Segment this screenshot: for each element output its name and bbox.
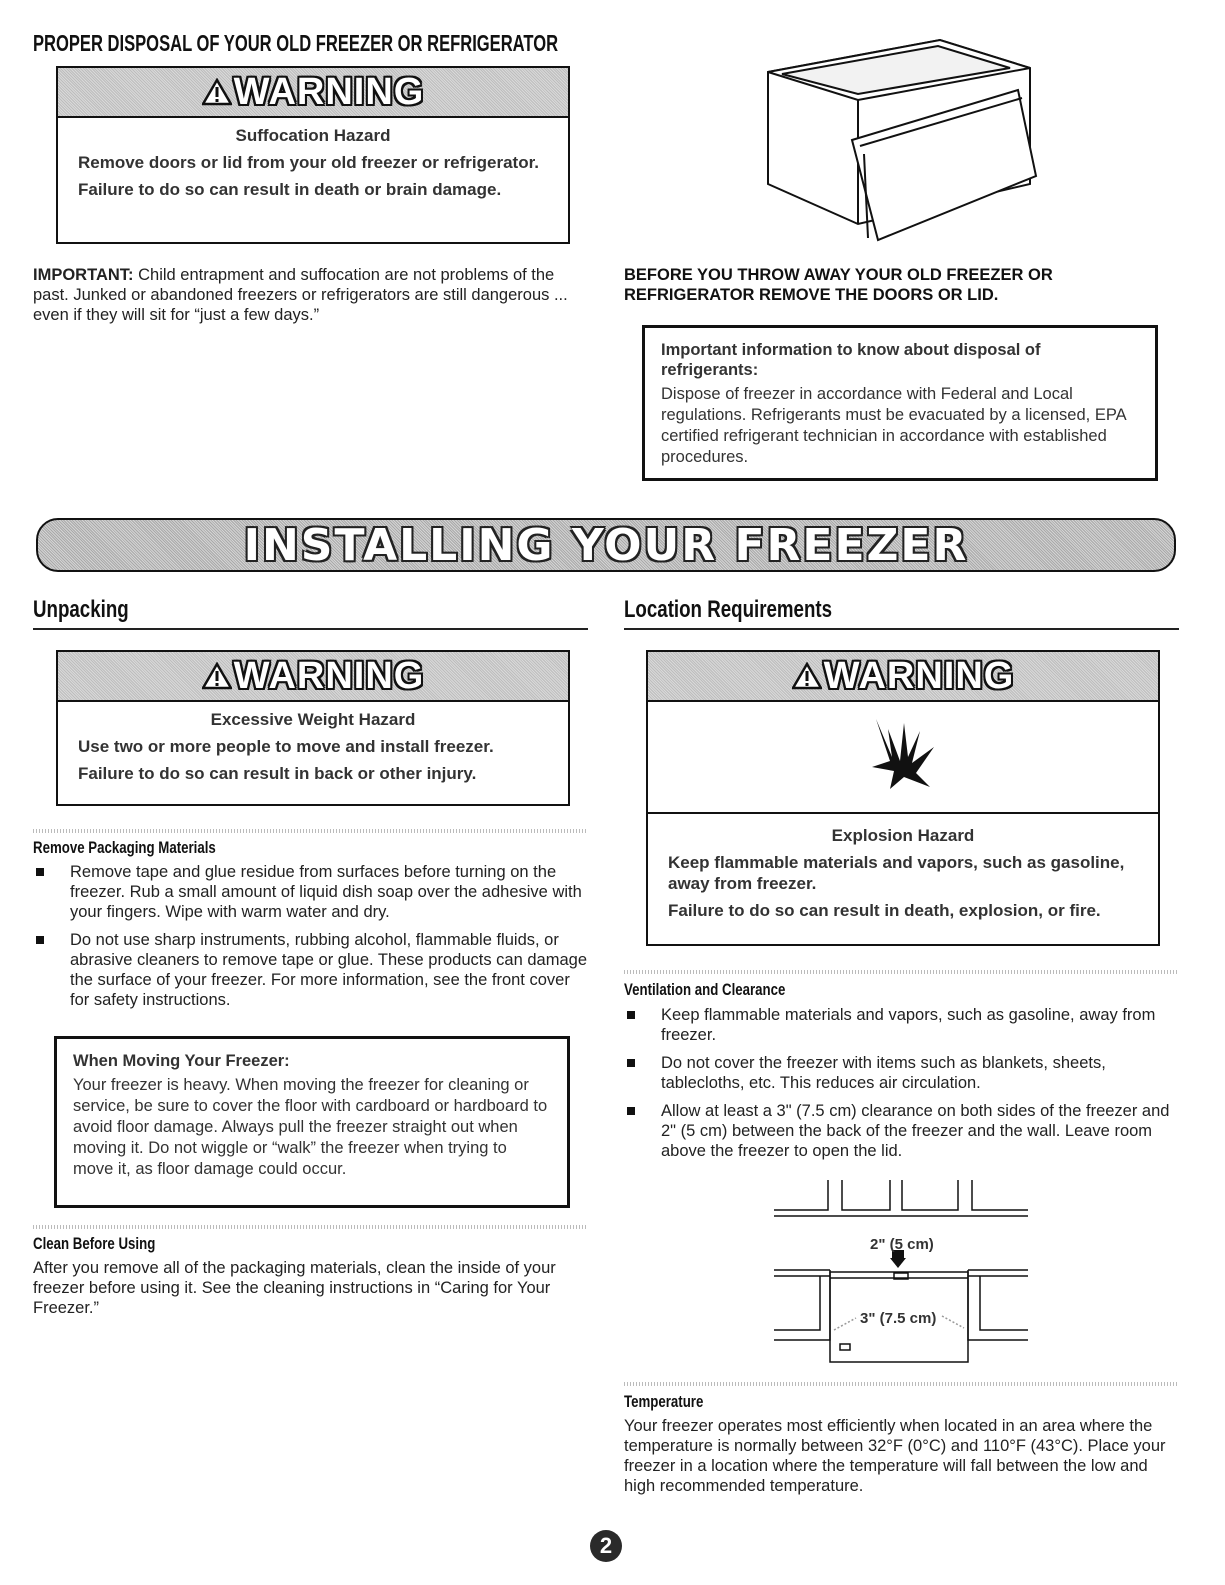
warning-header	[58, 652, 568, 702]
bullet-square	[36, 936, 44, 944]
moving-body: Your freezer is heavy. When moving the freezer for cleaning or service, be sure to cover the floor with cardboard or hardboard to avoid floor damage. Always pull the freezer straight out when moving it. Do not wiggle or “walk” the freezer when trying to move it, as floor damage could occur.	[73, 1076, 548, 1178]
temperature-title: Temperature	[624, 1392, 704, 1411]
disposal-title: PROPER DISPOSAL OF YOUR OLD FREEZER OR REFRIGERATOR	[33, 30, 559, 56]
important-paragraph	[33, 265, 588, 325]
side-clearance-label: 3" (7.5 cm)	[860, 1310, 937, 1327]
warning-line: Failure to do so can result in death, explosion, or fire.	[668, 901, 1101, 920]
page-number-badge: 2	[590, 1530, 622, 1562]
list-item	[624, 1101, 1179, 1161]
packaging-title: Remove Packaging Materials	[33, 838, 216, 857]
moving-heading: When Moving Your Freezer:	[73, 1052, 290, 1070]
section-rule	[33, 628, 588, 630]
warning-line: Remove doors or lid from your old freezer or refrigerator.	[78, 153, 539, 172]
bullet-square	[627, 1059, 635, 1067]
list-item-text: Keep flammable materials and vapors, such as gasoline, away from freezer.	[661, 1006, 1156, 1044]
section-rule	[624, 628, 1179, 630]
refrigerants-info-box	[642, 325, 1158, 481]
ventilation-title: Ventilation and Clearance	[624, 980, 786, 999]
list-item	[624, 1005, 1179, 1045]
hazard-title: Excessive Weight Hazard	[210, 710, 416, 729]
packaging-list	[33, 862, 588, 1018]
warning-word: WARNING	[233, 70, 425, 113]
location-title: Location Requirements	[624, 596, 833, 623]
ventilation-list	[624, 1005, 1179, 1169]
bullet-square	[627, 1011, 635, 1019]
warning-line: Use two or more people to move and install freezer.	[78, 737, 494, 756]
bullet-square	[627, 1107, 635, 1115]
clean-text: After you remove all of the packaging materials, clean the inside of your freezer before using it. See the cleaning instructions in “Caring for Your Freezer.”	[33, 1259, 556, 1317]
warning-line: Failure to do so can result in death or brain damage.	[78, 180, 502, 199]
suffocation-warning-box	[56, 66, 570, 244]
banner-title: INSTALLING YOUR FREEZER	[243, 519, 969, 571]
dotted-rule	[33, 1225, 588, 1229]
before-throw-away-notice: BEFORE YOU THROW AWAY YOUR OLD FREEZER OR REFRIGERATOR REMOVE THE DOORS OR LID.	[624, 266, 1053, 304]
warning-word: WARNING	[823, 654, 1015, 697]
warning-line: Keep flammable materials and vapors, such as gasoline, away from freezer.	[668, 853, 1125, 893]
hazard-title: Explosion Hazard	[831, 826, 975, 845]
list-item-text: Do not cover the freezer with items such as blankets, sheets, tablecloths, etc. This reduces air circulation.	[661, 1054, 1106, 1092]
list-item	[624, 1053, 1179, 1093]
freezer-lid-removed-illustration	[760, 34, 1040, 244]
list-item	[33, 930, 588, 1010]
list-item-text: Allow at least a 3" (7.5 cm) clearance on both sides of the freezer and 2" (5 cm) between the back of the freezer and the wall. Leave room above the freezer to open the lid.	[661, 1102, 1170, 1160]
dotted-rule	[33, 829, 588, 833]
bullet-square	[36, 868, 44, 876]
warning-line: Failure to do so can result in back or other injury.	[78, 764, 477, 783]
explosion-symbol-area	[648, 702, 1158, 814]
refrigerants-body: Dispose of freezer in accordance with Federal and Local regulations. Refrigerants must be evacuated by a licensed, EPA certified refrigerant technician in accordance with established procedures.	[661, 385, 1126, 466]
explosion-warning-box	[646, 650, 1160, 946]
installing-banner	[36, 518, 1176, 572]
important-text: Child entrapment and suffocation are not problems of the past. Junked or abandoned freezers or refrigerators are still dangerous ... even if they will sit for “just a few days.”	[33, 266, 568, 324]
unpacking-title: Unpacking	[33, 596, 129, 623]
warning-triangle-icon	[202, 662, 232, 690]
dotted-rule	[624, 1382, 1179, 1386]
warning-header	[58, 68, 568, 118]
weight-warning-box	[56, 650, 570, 806]
clearance-diagram	[772, 1178, 1032, 1368]
hazard-title: Suffocation Hazard	[235, 126, 391, 145]
temperature-text: Your freezer operates most efficiently when located in an area where the temperature is normally between 32°F (0°C) and 110°F (43°C). Place your freezer in a location where the temperature will fall between the low and high recommended temperature.	[624, 1417, 1166, 1495]
list-item	[33, 862, 588, 922]
dotted-rule	[624, 970, 1179, 974]
warning-word: WARNING	[233, 654, 425, 697]
explosion-icon	[868, 717, 938, 797]
clean-title: Clean Before Using	[33, 1234, 156, 1253]
moving-info-box	[54, 1036, 570, 1208]
warning-triangle-icon	[792, 662, 822, 690]
warning-header	[648, 652, 1158, 702]
list-item-text: Do not use sharp instruments, rubbing alcohol, flammable fluids, or abrasive cleaners to remove tape or glue. These products can damage the surface of your freezer. For more information, see the front cover for safety instructions.	[70, 931, 587, 1009]
warning-triangle-icon	[202, 78, 232, 106]
list-item-text: Remove tape and glue residue from surfaces before turning on the freezer. Rub a small amount of liquid dish soap over the adhesive with your fingers. Wipe with warm water and dry.	[70, 863, 582, 921]
back-clearance-label: 2" (5 cm)	[870, 1236, 934, 1253]
important-label: IMPORTANT:	[33, 266, 134, 284]
refrigerants-heading: Important information to know about disposal of refrigerants:	[661, 341, 1041, 379]
